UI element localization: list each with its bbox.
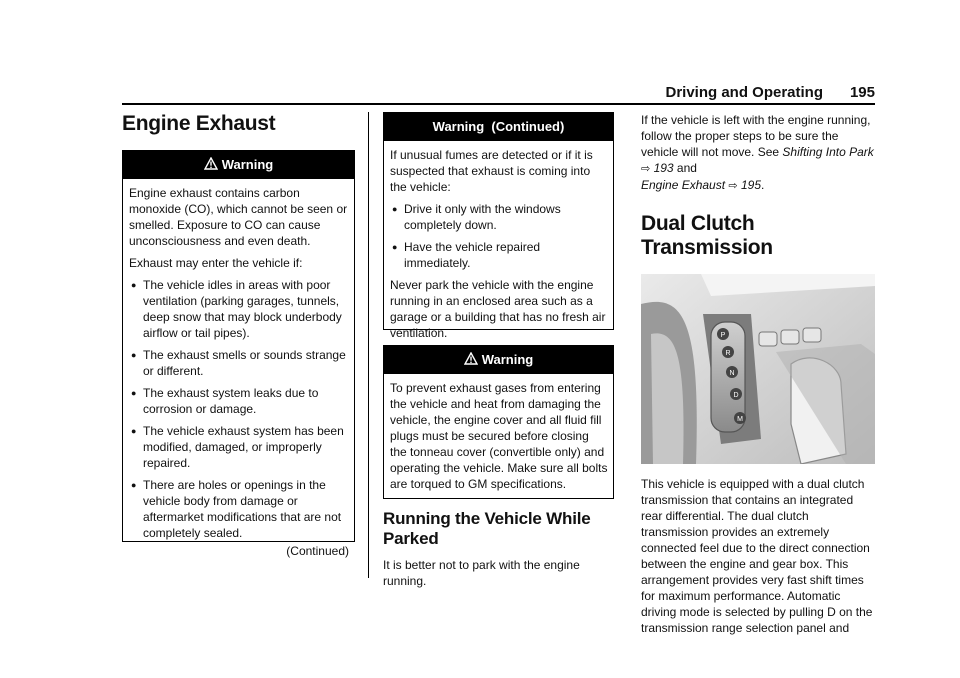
warning-paragraph: Never park the vehicle with the engine running in an enclosed area such as a garage or a building that has no fresh air ventilation. [390,278,606,340]
intro-text: . [761,178,765,192]
page-number: 195 [849,84,875,101]
body-paragraph: It is better not to park with the engine running. [383,558,580,588]
continued-label: (Continued) [286,544,349,558]
column-2 [383,112,614,589]
xref-arrow-icon: ⇨ [728,180,738,192]
section-heading-dual-clutch: Dual Clutch Transmission [641,212,773,259]
warning-bullet-list [129,277,349,541]
xref-page-number[interactable]: 195 [740,178,761,192]
warning-triangle-icon [204,157,218,171]
column-divider [368,112,369,578]
warning-label: Warning [221,157,274,172]
running-header-title: Driving and Operating [665,84,823,101]
warning-box-exhaust [122,150,355,558]
list-item: ● The exhaust smells or sounds strange or different. [129,347,349,379]
warning-header [384,346,613,374]
list-item: ● The vehicle idles in areas with poor ventilation (parking garages, tunnels, deep snow that may block underbody airflow or tail pipes). [129,277,349,341]
photo-button-label: R [725,350,731,357]
list-item: ● The exhaust system leaks due to corrosion or damage. [129,385,349,417]
section-heading-engine-exhaust: Engine Exhaust [122,112,276,135]
column-3 [641,112,875,636]
xref-page-number[interactable]: 193 [653,161,674,175]
warning-paragraph: Engine exhaust contains carbon monoxide (CO), which cannot be seen or smelled. Exposure to CO can cause unconsciousness and even death. [129,186,348,248]
body-paragraph: This vehicle is equipped with a dual clutch transmission that contains an integrated rear differential. The dual clutch transmission provides an extremely connected feel due to the direct connection between the engine and gear box. This arrangement provides very fast shift times for maximum performance. Automatic driving mode is selected by pulling D on the transmission range selection panel and [641,477,873,635]
intro-text: If the vehicle is left with the engine running, follow the proper steps to be sure the vehicle will not move. See [641,113,871,159]
intro-paragraph [641,112,875,194]
warning-paragraph: If unusual fumes are detected or if it is suspected that exhaust is coming into the vehicle: [390,148,593,194]
warning-triangle-icon [464,352,478,366]
warning-bullet-list [390,201,608,271]
photo-button-label: M [737,416,743,423]
xref-link-shifting-into-park[interactable]: Shifting Into Park [782,145,874,159]
list-item: ● Drive it only with the windows completely down. [390,201,608,233]
warning-box-tonneau [383,345,614,499]
list-item: ● Have the vehicle repaired immediately. [390,239,608,271]
warning-paragraph: To prevent exhaust gases from entering the vehicle and heat from damaging the vehicle, the engine cover and all fluid fill plugs must be secured before closing the tonneau cover (convertible only) and operating the vehicle. Make sure all bolts are torqued to GM specifications. [390,381,608,491]
warning-header [123,151,354,179]
subsection-heading-running-parked: Running the Vehicle While Parked [383,509,591,548]
xref-arrow-icon: ⇨ [641,163,651,175]
intro-text: and [673,161,697,175]
list-item: ● There are holes or openings in the vehicle body from damage or aftermarket modifications that are not completely sealed. [129,477,349,541]
warning-label: Warning [481,352,534,367]
list-item: ● The vehicle exhaust system has been modified, damaged, or improperly repaired. [129,423,349,471]
warning-body [384,374,613,502]
xref-link-engine-exhaust[interactable]: Engine Exhaust [641,178,726,192]
warning-box-continued [383,112,614,340]
transmission-selector-photo [641,274,875,464]
warning-paragraph: Exhaust may enter the vehicle if: [129,256,303,270]
photo-button-label: P [720,332,726,339]
warning-body [123,179,354,563]
shift-panel-illustration [641,274,875,464]
photo-button-label: N [729,370,735,377]
column-1 [122,112,355,558]
photo-button-label: D [733,392,739,399]
header-rule [122,103,875,105]
warning-body [384,141,613,351]
warning-header: Warning (Continued) [384,113,613,141]
